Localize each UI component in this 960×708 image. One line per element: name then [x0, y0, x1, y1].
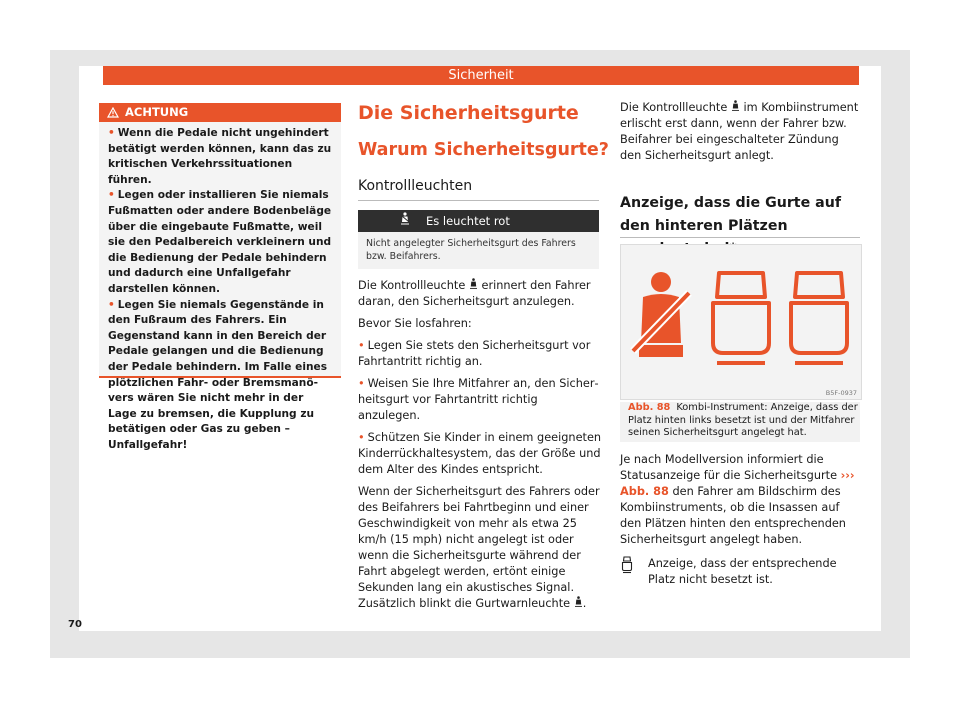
- figure-rear-seatbelt-display: [620, 244, 862, 400]
- bullet-icon: •: [358, 377, 365, 390]
- paragraph: Wenn der Sicherheitsgurt des Fahrers oder des Beifahrers bei Fahrtbeginn und einer Geschwindigkeit von mehr als etwa 25 km/h (15 mph) nicht angelegt ist oder wenn die Sicherheitsgurte während der Fahrt abgelegt werden, ertönt einige Sekunden lang ein akustisches Signal. Zusätzlich blinkt die Gurtwarnleuchte .: [358, 485, 600, 610]
- lamp-description: Nicht angelegter Sicherheitsgurt des Fahrers bzw. Beifahrers.: [366, 238, 576, 262]
- warning-item: • Legen Sie niemals Gegenstände in den Fußraum des Fahrers. Ein Gegenstand kann in den Bereich der Pedale gelangen und die Bedienung der Pedale behindern. Im Falle eines plötzlichen Fahr- oder Bremsmanövers wären Sie nicht mehr in der Lage zu bremsen, die Kupplung zu betätigen oder Gas zu geben – Unfallgefahr!: [108, 298, 328, 451]
- section-title: Warum Sicherheitsgurte?: [358, 140, 609, 160]
- warning-lamp-row: [358, 210, 599, 232]
- empty-seat-icon: [620, 556, 644, 588]
- body-text-right-2: [620, 452, 860, 548]
- subsection-title: Anzeige, dass die Gurte auf den hinteren Plätzen: [620, 195, 842, 234]
- seatbelt-warning-icon: [731, 100, 740, 111]
- subsection-title: Kontrollleuchten: [358, 178, 473, 194]
- figure-code: B5F-0937: [825, 389, 857, 397]
- belted-passenger-icon: [639, 272, 683, 357]
- warning-title: ACHTUNG: [125, 105, 189, 119]
- list-item: • Schützen Sie Kinder in einem geeigneten Kinderrückhaltesystem, das der Größe und dem Alter des Kindes entspricht.: [358, 431, 602, 476]
- warning-box: [99, 103, 341, 451]
- empty-seat-icon: [791, 273, 847, 363]
- bullet-icon: •: [108, 127, 115, 139]
- body-text-middle: [358, 278, 602, 618]
- divider: [620, 237, 860, 238]
- body-text-right: [620, 100, 860, 164]
- figure-caption: Abb. 88 Kombi-Instrument: Anzeige, dass der Platz hinten links besetzt ist und der Mitfahrer seinen Sicherheitsgurt angelegt hat.: [620, 402, 860, 442]
- bullet-icon: •: [358, 431, 365, 444]
- seatbelt-warning-icon: [574, 596, 583, 607]
- bullet-icon: •: [108, 298, 115, 311]
- figure-reference-link[interactable]: ››› Abb. 88: [620, 469, 855, 498]
- warning-triangle-icon: [107, 107, 119, 118]
- paragraph: Bevor Sie losfahren:: [358, 317, 472, 330]
- divider: [358, 200, 599, 201]
- list-item: • Legen Sie stets den Sicherheitsgurt vor Fahrtantritt richtig an.: [358, 339, 591, 368]
- seatbelt-warning-icon: [469, 278, 478, 289]
- status-note-text: Anzeige, dass der entsprechende Platz nicht besetzt ist.: [648, 557, 837, 586]
- empty-seat-icon: [713, 273, 769, 363]
- paragraph: Die Kontrollleuchte erinnert den Fahrer daran, den Sicherheitsgurt anzulegen.: [358, 279, 591, 308]
- bullet-icon: •: [358, 339, 365, 352]
- warning-body: [99, 122, 341, 453]
- warning-header: [99, 103, 341, 122]
- warning-lamp-table: [358, 210, 599, 269]
- figure-label: Abb. 88: [628, 402, 671, 413]
- section-header: Sicherheit: [103, 66, 859, 85]
- chapter-title: Die Sicherheitsgurte: [358, 102, 579, 124]
- paragraph: Je nach Modellversion informiert die Statusanzeige für die Sicherheitsgurte ››› Abb. 88 den Fahrer am Bildschirm des Kombiinstruments, ob die Insassen auf den Plätzen hinten den entsprechenden Sicherheitsgurt angelegt haben.: [620, 453, 855, 546]
- lamp-status-text: Es leuchtet rot: [426, 214, 510, 228]
- bullet-icon: •: [108, 189, 115, 202]
- warning-item: • Legen oder installieren Sie niemals Fußmatten oder andere Bodenbeläge über die eingebaute Fußmatte, weil sie den Pedalbereich verkleinern und die Bedienung der Pedale behindern und dadurch eine Unfallgefahr darstellen können.: [108, 189, 332, 295]
- list-item: • Weisen Sie Ihre Mitfahrer an, den Sicherheitsgurt vor Fahrtantritt richtig anzulegen.: [358, 377, 599, 422]
- status-note: [620, 556, 860, 588]
- paragraph: Die Kontrollleuchte im Kombiinstrument erlischt erst dann, wenn der Fahrer bzw. Beifahrer bei eingeschalteter Zündung den Sicherheitsgurt anlegt.: [620, 101, 859, 162]
- page-number: 70: [68, 619, 82, 630]
- warning-item: • Wenn die Pedale nicht ungehindert betätigt werden können, kann das zu kritischen Verkehrssituationen führen.: [108, 127, 332, 186]
- seatbelt-warning-icon: [390, 210, 420, 232]
- rear-seats-illustration: [621, 245, 861, 399]
